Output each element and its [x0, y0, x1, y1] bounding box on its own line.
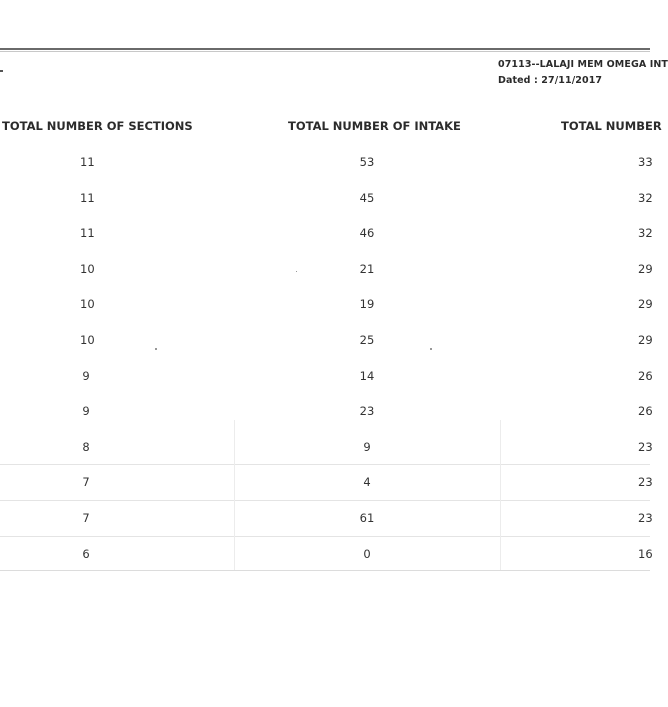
cell-intake: 9: [363, 439, 371, 454]
table-row: [0, 394, 653, 430]
scan-line: [0, 536, 650, 537]
scan-speck: [430, 348, 432, 350]
cell-total: 26: [638, 404, 653, 419]
school-name: 07113--LALAJI MEM OMEGA INT: [498, 59, 668, 70]
cell-sections: 9: [82, 404, 90, 419]
cell-intake: 45: [359, 190, 375, 205]
cell-total: 23: [638, 510, 653, 525]
scan-line: [500, 420, 501, 570]
cell-total: 32: [638, 190, 653, 205]
school-header: [498, 57, 668, 89]
cell-total: 33: [638, 155, 653, 169]
cell-sections: 7: [82, 475, 90, 490]
cell-total: 23: [638, 439, 653, 454]
table-row: [0, 145, 653, 181]
table-row: [0, 465, 653, 501]
document-date: Dated : 27/11/2017: [498, 75, 603, 86]
cell-intake: 61: [359, 510, 375, 525]
table-row: [0, 359, 653, 395]
scan-speck: [155, 348, 157, 350]
cell-sections: 9: [82, 368, 90, 383]
table-row: [0, 252, 653, 288]
scan-speck: [296, 271, 297, 272]
cell-intake: 46: [359, 226, 375, 241]
table-row: [0, 216, 653, 252]
header-rule-thin: [0, 51, 650, 52]
cell-intake: 19: [359, 297, 375, 312]
table-row: [0, 323, 653, 359]
table-row: [0, 287, 653, 323]
cell-total: 23: [638, 475, 653, 490]
cell-sections: 10: [80, 332, 95, 347]
margin-mark: [0, 70, 3, 72]
scan-line: [0, 500, 650, 501]
cell-sections: 11: [80, 190, 95, 205]
scan-line: [234, 420, 235, 570]
data-table: [0, 145, 653, 572]
cell-sections: 11: [80, 226, 95, 241]
scan-line: [0, 464, 650, 465]
cell-intake: 53: [359, 155, 375, 169]
cell-intake: 21: [359, 261, 375, 276]
column-header-total: TOTAL NUMBER: [561, 119, 662, 133]
scan-line: [0, 570, 650, 571]
cell-sections: 10: [80, 297, 95, 312]
cell-sections: 11: [80, 155, 95, 169]
cell-intake: 4: [363, 475, 371, 490]
cell-intake: 0: [363, 546, 371, 561]
cell-total: 16: [638, 546, 653, 561]
column-header-sections: TOTAL NUMBER OF SECTIONS: [2, 119, 193, 133]
table-row: [0, 501, 653, 537]
cell-total: 32: [638, 226, 653, 241]
cell-total: 26: [638, 368, 653, 383]
cell-sections: 10: [80, 261, 95, 276]
cell-intake: 14: [359, 368, 375, 383]
column-header-intake: TOTAL NUMBER OF INTAKE: [288, 119, 461, 133]
header-rule: [0, 48, 650, 50]
cell-sections: 8: [82, 439, 90, 454]
table-row: [0, 430, 653, 466]
cell-total: 29: [638, 297, 653, 312]
cell-total: 29: [638, 261, 653, 276]
cell-sections: 6: [82, 546, 90, 561]
cell-intake: 25: [359, 332, 375, 347]
table-row: [0, 181, 653, 217]
cell-total: 29: [638, 332, 653, 347]
cell-intake: 23: [359, 404, 375, 419]
cell-sections: 7: [82, 510, 90, 525]
table-row: [0, 537, 653, 573]
